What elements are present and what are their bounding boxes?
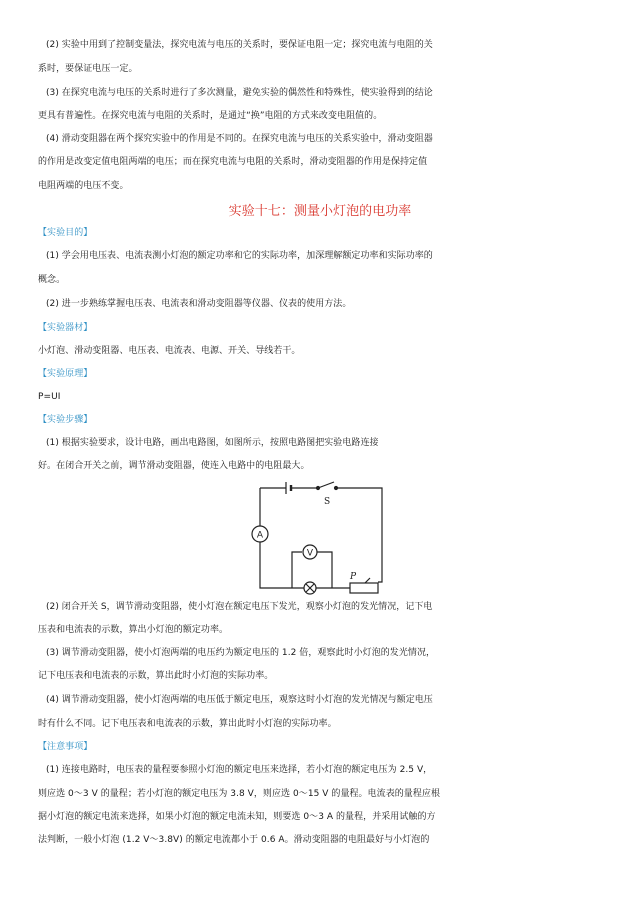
para-line: (2) 实验中用到了控制变量法，探究电流与电压的关系时，要保证电阻一定；探究电流与电阻的关: [46, 40, 433, 50]
switch-label: S: [324, 497, 331, 507]
para-line: (1) 学会用电压表、电流表测小灯泡的额定功率和它的实际功率，加深理解额定功率和实际功率的: [46, 251, 433, 261]
ammeter-label: A: [256, 530, 264, 541]
lamp-cross: [306, 584, 315, 593]
section-heading-steps: 【实验步骤】: [38, 415, 93, 425]
para-line: (1) 连接电路时，电压表的量程要参照小灯泡的额定电压来选择，若小灯泡的额定电压为 2.5 V，: [46, 765, 433, 775]
voltmeter-label: V: [306, 548, 314, 559]
section-heading-equipment: 【实验器材】: [38, 323, 93, 333]
para-line: 据小灯泡的额定电流来选择，如果小灯泡的额定电流未知，则要选 0～3 A 的量程，并采用试触的方: [38, 812, 436, 822]
para-line: (3) 调节滑动变阻器，使小灯泡两端的电压约为额定电压的 1.2 倍，观察此时小灯泡的发光情况，: [46, 648, 436, 658]
para-line: 概念。: [38, 275, 66, 285]
section-heading-notes: 【注意事项】: [38, 742, 93, 752]
circuit-diagram: [246, 478, 396, 602]
para-line: 电阻两端的电压不变。: [38, 181, 129, 191]
para-line: (4) 调节滑动变阻器，使小灯泡两端的电压低于额定电压，观察这时小灯泡的发光情况与额定电压: [46, 695, 433, 705]
rheostat-label: P: [350, 572, 357, 582]
wire: [317, 552, 332, 588]
para-line: 系时，要保证电压一定。: [38, 64, 138, 74]
para-line: (2) 进一步熟练掌握电压表、电流表和滑动变阻器等仪器、仪表的使用方法。: [46, 299, 352, 309]
para-line: 则应选 0～3 V 的量程；若小灯泡的额定电压为 3.8 V，则应选 0～15 V 的量程。电流表的量程应根: [38, 789, 441, 799]
formula-line: P=UI: [38, 392, 61, 402]
section-heading-principle: 【实验原理】: [38, 369, 93, 379]
rheostat-slider: [365, 578, 370, 583]
para-line: 时有什么不同。记下电压表和电流表的示数，算出此时小灯泡的实际功率。: [38, 719, 337, 729]
para-line: 压表和电流表的示数，算出小灯泡的额定功率。: [38, 625, 229, 635]
section-title: 实验十七：测量小灯泡的电功率: [228, 204, 412, 219]
para-line: (1) 根据实验要求，设计电路，画出电路图，如图所示，按照电路图把实验电路连接: [46, 438, 379, 448]
wire: [336, 488, 382, 582]
para-line: 小灯泡、滑动变阻器、电压表、电流表、电源、开关、导线若干。: [38, 346, 301, 356]
wire: [292, 552, 302, 588]
para-line: 更具有普遍性。在探究电流与电阻的关系时，是通过“换”电阻的方式来改变电阻值的。: [38, 111, 383, 121]
para-line: 的作用是改变定值电阻两端的电压；而在探究电流与电阻的关系时，滑动变阻器的作用是保持定值: [38, 157, 428, 167]
rheostat-body: [350, 583, 378, 593]
switch-blade: [318, 482, 334, 488]
section-heading-purpose: 【实验目的】: [38, 228, 93, 238]
para-line: 记下电压表和电流表的示数，算出此时小灯泡的实际功率。: [38, 671, 274, 681]
para-line: 好。在闭合开关之前，调节滑动变阻器，使连入电路中的电阻最大。: [38, 461, 310, 471]
wire: [260, 542, 304, 588]
para-line: (3) 在探究电流与电压的关系时进行了多次测量，避免实验的偶然性和特殊性，使实验得到的结论: [46, 88, 433, 98]
para-line: (2) 闭合开关 S，调节滑动变阻器，使小灯泡在额定电压下发光，观察小灯泡的发光情况，记下电: [46, 602, 433, 612]
para-line: (4) 滑动变阻器在两个探究实验中的作用是不同的。在探究电流与电压的关系实验中，滑动变阻器: [46, 134, 433, 144]
para-line: 法判断，一般小灯泡 (1.2 V～3.8V) 的额定电流都小于 0.6 A。滑动变阻器的电阻最好与小灯泡的: [38, 835, 430, 845]
